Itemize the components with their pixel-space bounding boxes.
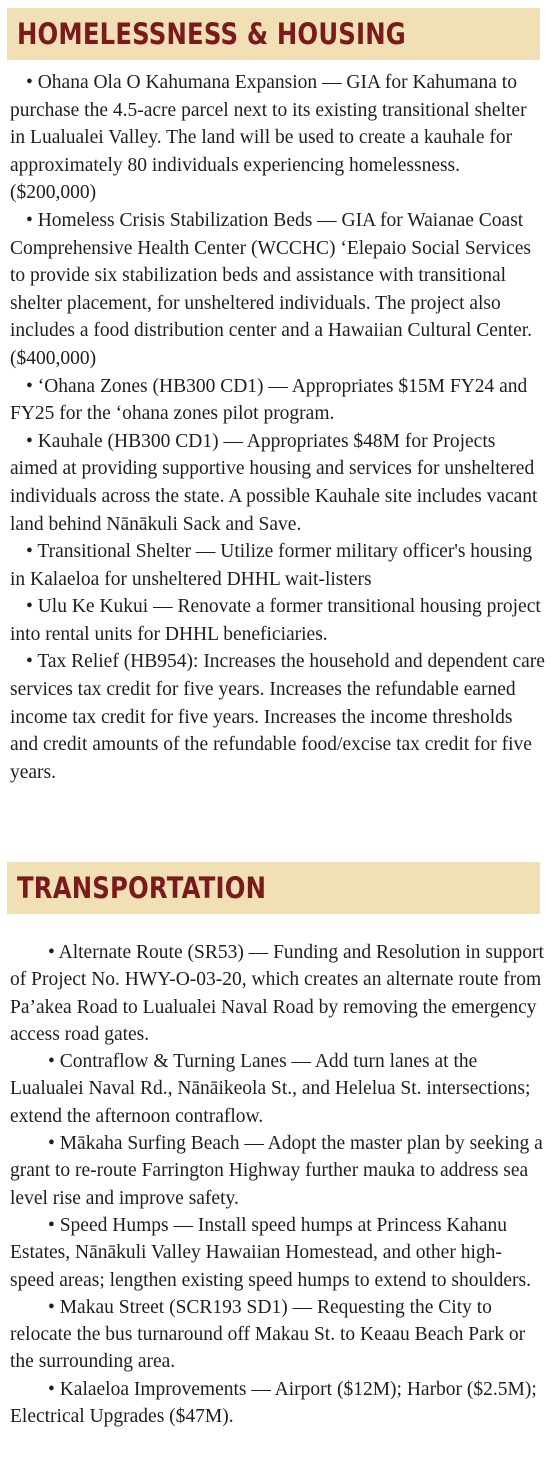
list-item: • Mākaha Surfing Beach — Adopt the master plan by seeking a grant to re-route Farrington Highway further mauka to address sea level rise and improve safety.	[10, 1133, 543, 1209]
list-item: • Kalaeloa Improvements — Airport ($12M); Harbor ($2.5M); Electrical Upgrades ($47M).	[10, 1378, 537, 1428]
list-item: • Tax Relief (HB954): Increases the household and dependent care services tax credit for five years. Increases the refundable earned income tax credit for five years. Increases the income thresholds and credit amounts of the refundable food/excise tax credit for five years.	[10, 651, 545, 783]
list-item: • Makau Street (SCR193 SD1) — Requesting the City to relocate the bus turnaround off Makau St. to Keaau Beach Park or the surrounding area.	[10, 1296, 526, 1373]
list-item: • Transitional Shelter — Utilize former military officer's housing in Kalaeloa for unsheltered DHHL wait-listers	[10, 541, 533, 590]
transportation-items-list	[10, 939, 545, 1430]
list-item: • ‘Ohana Zones (HB300 CD1) — Appropriates $15M FY24 and FY25 for the ‘ohana zones pilot program.	[10, 375, 528, 425]
list-item: • Ulu Ke Kukui — Renovate a former transitional housing project into rental units for DHHL beneficiaries.	[10, 596, 541, 645]
list-item: • Ohana Ola O Kahumana Expansion — GIA for Kahumana to purchase the 4.5-acre parcel next to its existing transitional shelter in Lualualei Valley. The land will be used to create a kauhale for approximately 80 individuals experiencing homelessness. ($200,000)	[10, 72, 527, 204]
list-item: • Homeless Crisis Stabilization Beds — GIA for Waianae Coast Comprehensive Health Center (WCCHC) ‘Elepaio Social Services to provide six stabilization beds and assistance with transitional shelter placement, for unsheltered individuals. The project also includes a food distribution center and a Hawaiian Cultural Center. ($400,000)	[10, 209, 533, 369]
section-header-transportation	[7, 862, 540, 914]
section-heading: TRANSPORTATION	[17, 871, 267, 905]
list-item: • Kauhale (HB300 CD1) — Appropriates $48M for Projects aimed at providing supportive housing and services for unsheltered individuals across the state. A possible Kauhale site includes vacant land behind Nānākuli Sack and Save.	[10, 430, 538, 535]
housing-items-list	[10, 69, 545, 786]
section-heading: HOMELESSNESS & HOUSING	[17, 17, 406, 51]
list-item: • Speed Humps — Install speed humps at Princess Kahanu Estates, Nānākuli Valley Hawaiian Homestead, and other high-speed areas; lengthen existing speed humps to extend to shoulders.	[10, 1214, 531, 1291]
list-item: • Alternate Route (SR53) — Funding and Resolution in support of Project No. HWY-O-03-20, which creates an alternate route from Pa’akea Road to Lualualei Naval Road by removing the emergency access road gates.	[10, 942, 544, 1045]
section-header-homelessness-housing	[7, 8, 540, 60]
list-item: • Contraflow & Turning Lanes — Add turn lanes at the Lualualei Naval Rd., Nānāikeola St., and Helelua St. intersections; extend the afternoon contraflow.	[10, 1051, 531, 1127]
